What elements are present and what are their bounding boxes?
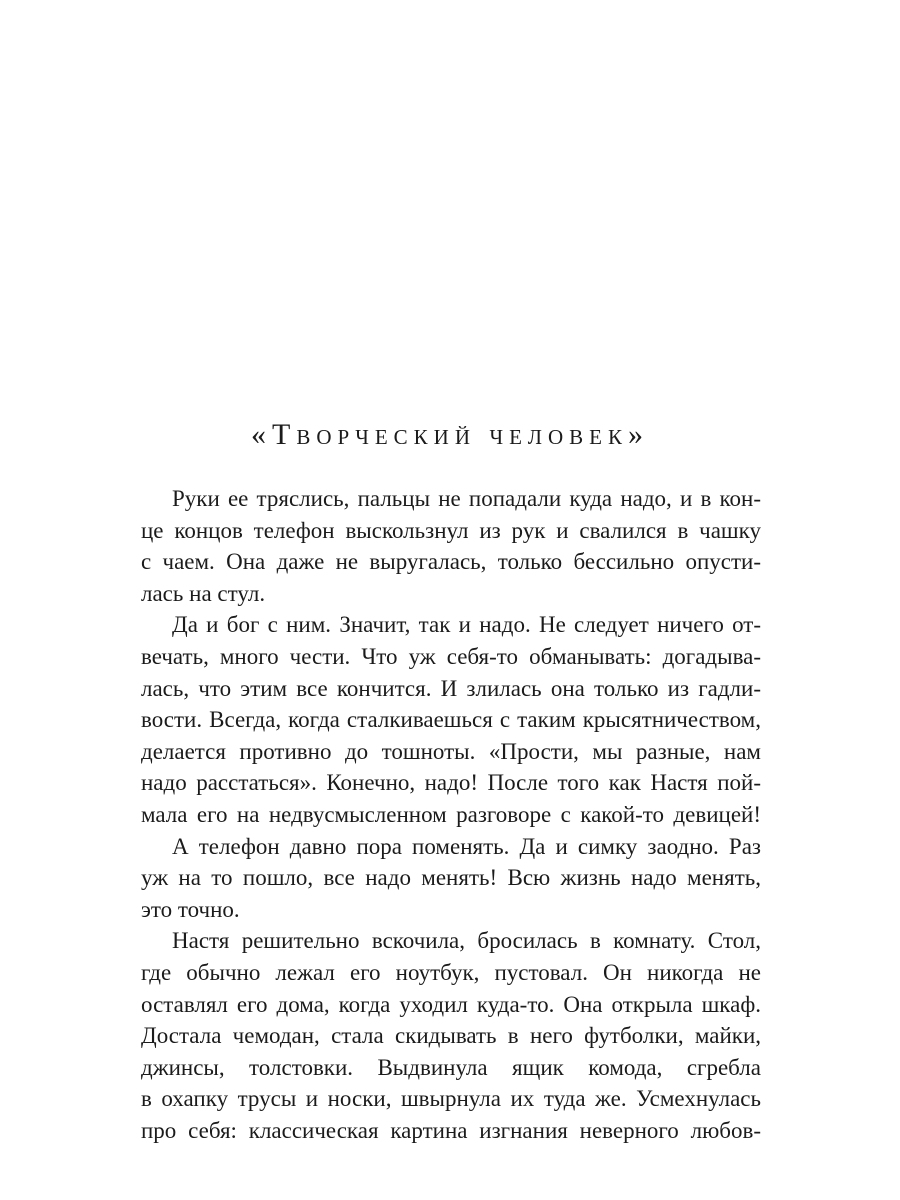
paragraph-1-line-3: с чаем. Она даже не выругалась, только бессильно опусти-	[141, 549, 761, 575]
paragraph-4-line-5: джинсы, толстовки. Выдвинула ящик комода, сгребла	[141, 1054, 761, 1080]
paragraph-2-line-6: надо расстаться». Конечно, надо! После того как Настя пой-	[141, 770, 761, 796]
paragraph-4-line-1: Настя решительно вскочила, бросилась в комнату. Стол,	[172, 928, 761, 954]
paragraph-1-line-1: Руки ее тряслись, пальцы не попадали куда надо, и в кон-	[172, 486, 761, 511]
paragraph-4-line-2: где обычно лежал его ноутбук, пустовал. Он никогда не	[141, 959, 761, 985]
paragraph-3-line-2: уж на то пошло, все надо менять! Всю жизнь надо менять,	[141, 865, 761, 891]
paragraph-2-line-7: мала его на недвусмысленном разговоре с какой-то девицей!	[141, 801, 761, 827]
paragraph-2-line-3: лась, что этим все кончится. И злилась она только из гадли-	[141, 675, 761, 701]
paragraph-1-line-2: це концов телефон выскользнул из рук и свалился в чашку	[141, 517, 761, 543]
body-text	[141, 483, 761, 1146]
chapter-title: «Творческий человек»	[251, 418, 649, 451]
paragraph-4-line-6: в охапку трусы и носки, швырнула их туда же. Усмехнулась	[141, 1086, 761, 1112]
paragraph-2-line-2: вечать, много чести. Что уж себя-то обманывать: догадыва-	[141, 643, 761, 669]
paragraph-4-line-4: Достала чемодан, стала скидывать в него футболки, майки,	[141, 1023, 761, 1049]
paragraph-2-line-1: Да и бог с ним. Значит, так и надо. Не следует ничего от-	[172, 612, 761, 638]
paragraph-2-line-4: вости. Всегда, когда сталкиваешься с таким крысятничеством,	[141, 707, 761, 733]
paragraph-4-line-7: про себя: классическая картина изгнания неверного любов-	[141, 1117, 761, 1143]
paragraph-3-line-3: это точно.	[141, 896, 240, 922]
paragraph-2-line-5: делается противно до тошноты. «Прости, мы разные, нам	[141, 738, 761, 764]
paragraph-1-line-4: лась на стул.	[141, 580, 266, 606]
paragraph-3-line-1: А телефон давно пора поменять. Да и симку заодно. Раз	[172, 833, 761, 859]
paragraph-4-line-3: оставлял его дома, когда уходил куда-то. Она открыла шкаф.	[141, 991, 761, 1017]
